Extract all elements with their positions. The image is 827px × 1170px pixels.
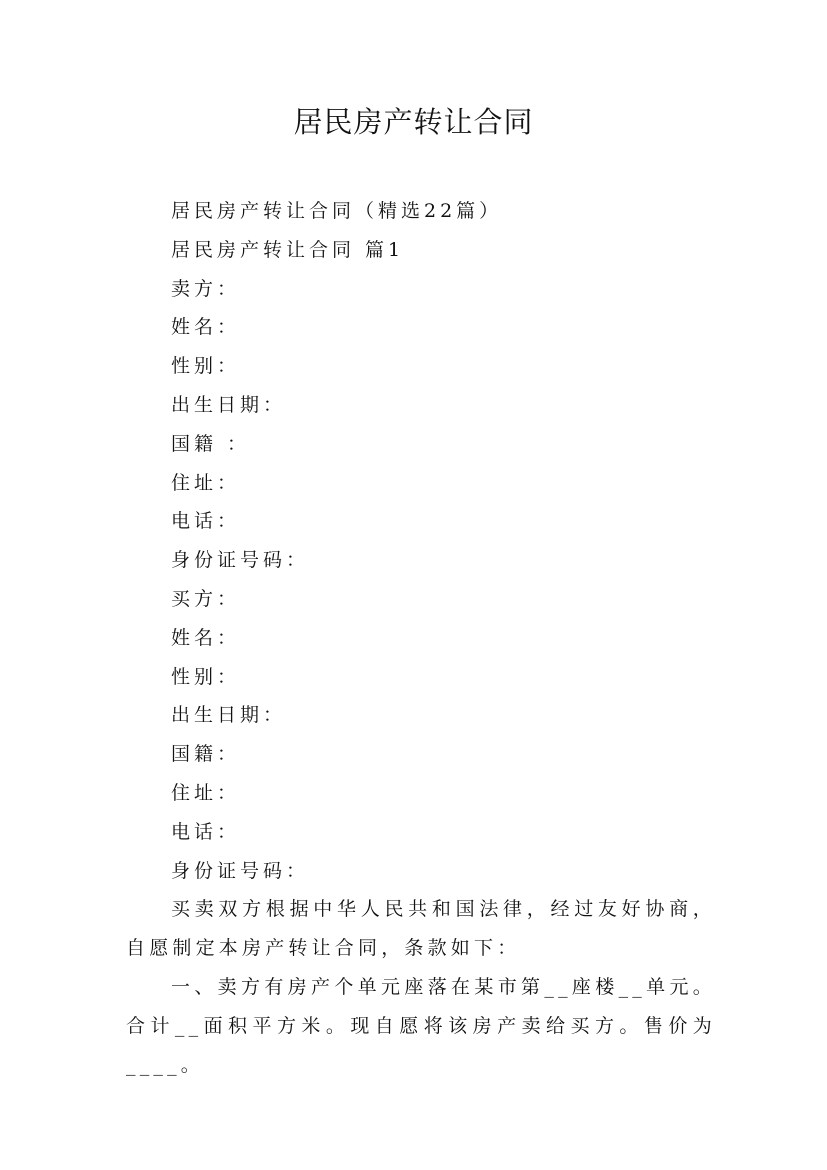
buyer-phone-field: 电话：	[171, 820, 241, 843]
seller-birth-date-field: 出生日期：	[171, 393, 287, 416]
buyer-gender-field: 性别：	[171, 665, 241, 688]
seller-name-field: 姓名：	[171, 316, 241, 339]
preamble-paragraph: 买卖双方根据中华人民共和国法律，经过友好协商，自愿制定本房产转让合同，条款如下：	[126, 898, 716, 960]
seller-address-field: 住址：	[171, 471, 241, 494]
clause-1-paragraph: 一、卖方有房产个单元座落在某市第__座楼__单元。合计__面积平方米。现自愿将该房产卖给买方。售价为____。	[126, 975, 716, 1076]
buyer-birth-date-field: 出生日期：	[171, 704, 287, 727]
buyer-id-number-field: 身份证号码：	[171, 859, 310, 882]
buyer-label: 买方：	[171, 587, 241, 610]
buyer-name-field: 姓名：	[171, 626, 241, 649]
document-subtitle: 居民房产转让合同（精选22篇）	[171, 200, 503, 222]
document-title: 居民房产转让合同	[293, 105, 534, 139]
document-body	[126, 192, 716, 1084]
seller-phone-field: 电话：	[171, 510, 241, 533]
seller-id-number-field: 身份证号码：	[171, 549, 310, 572]
buyer-address-field: 住址：	[171, 781, 241, 804]
seller-nationality-field: 国籍 ：	[171, 432, 251, 455]
section-heading: 居民房产转让合同 篇1	[171, 238, 405, 261]
seller-gender-field: 性别：	[171, 355, 241, 378]
seller-label: 卖方：	[171, 277, 241, 300]
buyer-nationality-field: 国籍：	[171, 743, 241, 766]
